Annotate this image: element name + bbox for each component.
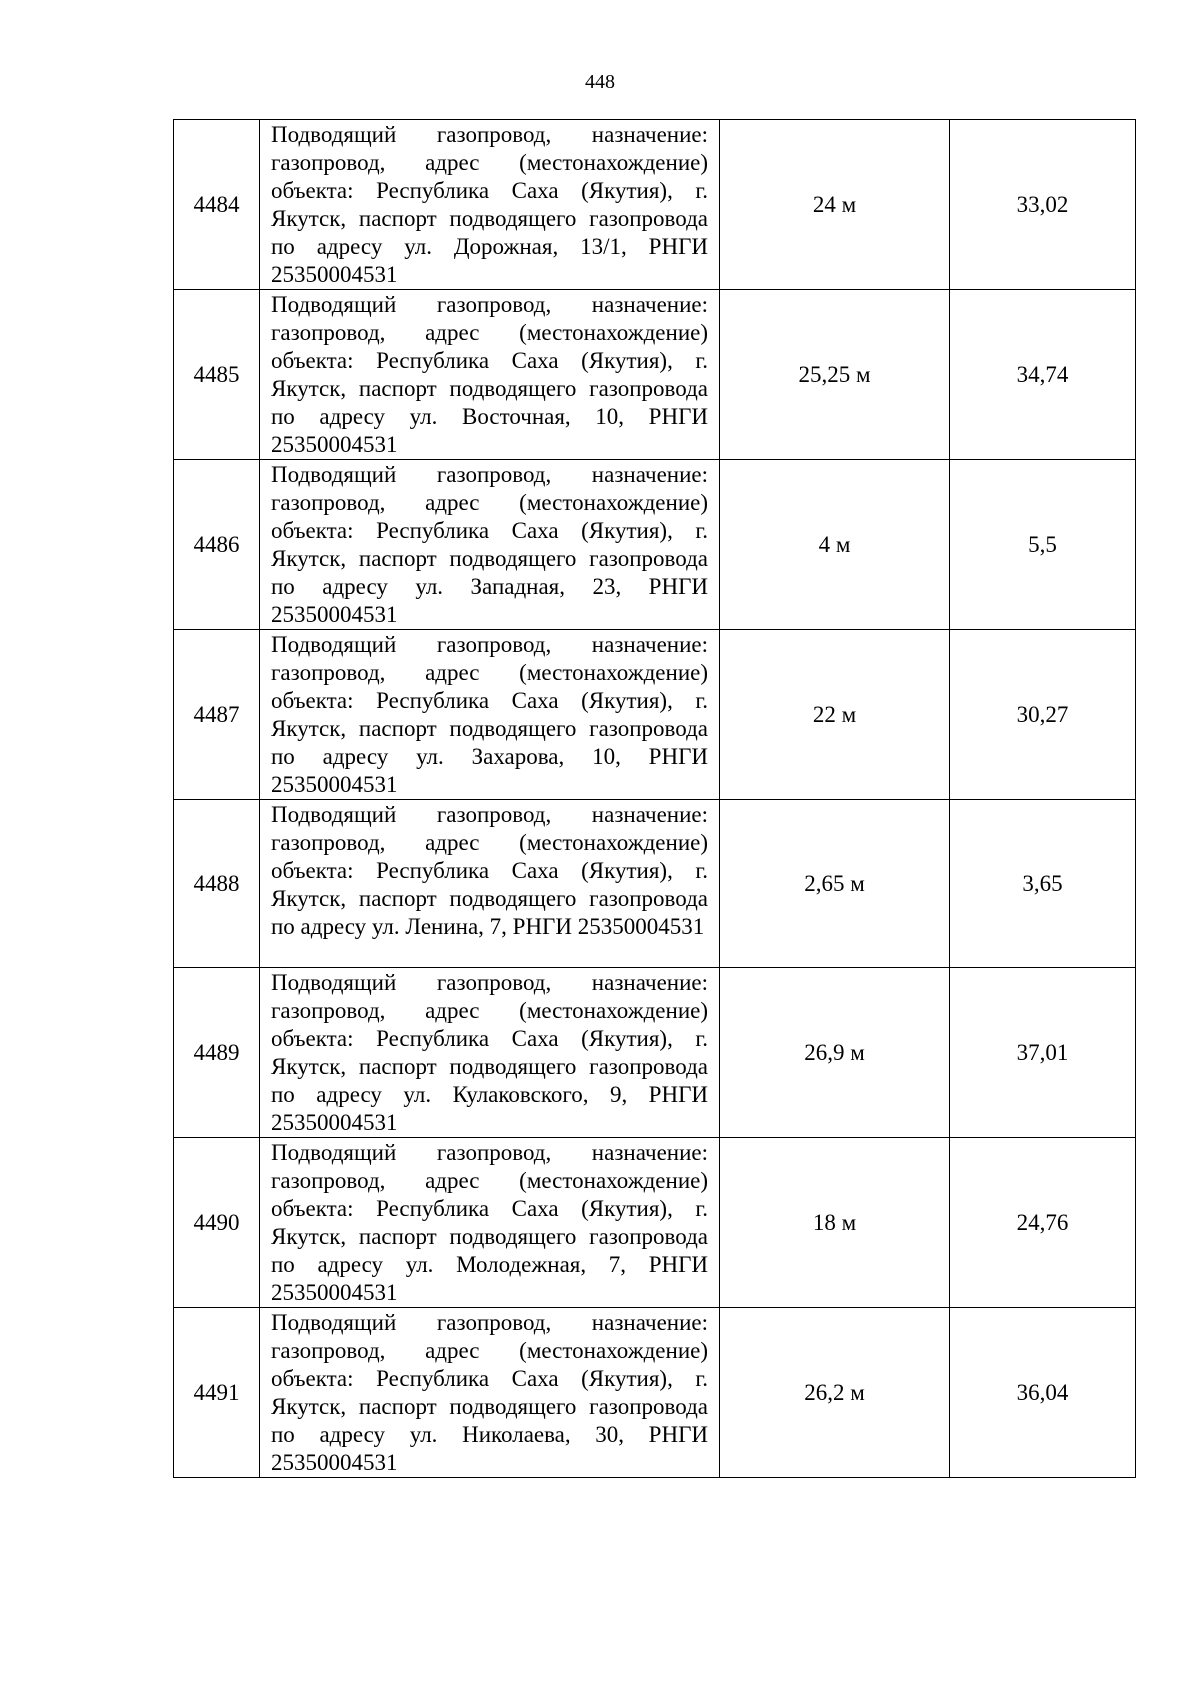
table-row <box>174 630 1136 800</box>
row-number-cell: 4487 <box>174 630 260 800</box>
table-row <box>174 120 1136 290</box>
length-cell: 2,65 м <box>720 800 950 968</box>
row-number-cell: 4489 <box>174 968 260 1138</box>
row-number-cell: 4486 <box>174 460 260 630</box>
value-cell: 37,01 <box>950 968 1136 1138</box>
description-cell: Подводящий газопровод, назначение: газопровод, адрес (местонахождение) объекта: Республика Саха (Якутия), г. Якутск, паспорт подводящего газопровода по адресу ул. Дорожная, 13/1, РНГИ 25350004531 <box>260 120 720 290</box>
description-cell: Подводящий газопровод, назначение: газопровод, адрес (местонахождение) объекта: Республика Саха (Якутия), г. Якутск, паспорт подводящего газопровода по адресу ул. Кулаковского, 9, РНГИ 25350004531 <box>260 968 720 1138</box>
description-cell: Подводящий газопровод, назначение: газопровод, адрес (местонахождение) объекта: Республика Саха (Якутия), г. Якутск, паспорт подводящего газопровода по адресу ул. Молодежная, 7, РНГИ 25350004531 <box>260 1138 720 1308</box>
registry-table <box>173 119 1136 1478</box>
value-cell: 33,02 <box>950 120 1136 290</box>
row-number-cell: 4484 <box>174 120 260 290</box>
length-cell: 18 м <box>720 1138 950 1308</box>
length-cell: 26,2 м <box>720 1308 950 1478</box>
value-cell: 34,74 <box>950 290 1136 460</box>
value-cell: 3,65 <box>950 800 1136 968</box>
length-cell: 26,9 м <box>720 968 950 1138</box>
description-cell: Подводящий газопровод, назначение: газопровод, адрес (местонахождение) объекта: Республика Саха (Якутия), г. Якутск, паспорт подводящего газопровода по адресу ул. Восточная, 10, РНГИ 25350004531 <box>260 290 720 460</box>
length-cell: 25,25 м <box>720 290 950 460</box>
table-row <box>174 968 1136 1138</box>
description-cell: Подводящий газопровод, назначение: газопровод, адрес (местонахождение) объекта: Республика Саха (Якутия), г. Якутск, паспорт подводящего газопровода по адресу ул. Николаева, 30, РНГИ 25350004531 <box>260 1308 720 1478</box>
row-number-cell: 4491 <box>174 1308 260 1478</box>
page-number: 448 <box>585 71 615 93</box>
value-cell: 30,27 <box>950 630 1136 800</box>
description-cell: Подводящий газопровод, назначение: газопровод, адрес (местонахождение) объекта: Республика Саха (Якутия), г. Якутск, паспорт подводящего газопровода по адресу ул. Ленина, 7, РНГИ 25350004531 <box>260 800 720 968</box>
row-number-cell: 4485 <box>174 290 260 460</box>
table-row <box>174 460 1136 630</box>
table-row <box>174 1308 1136 1478</box>
value-cell: 36,04 <box>950 1308 1136 1478</box>
length-cell: 24 м <box>720 120 950 290</box>
description-cell: Подводящий газопровод, назначение: газопровод, адрес (местонахождение) объекта: Республика Саха (Якутия), г. Якутск, паспорт подводящего газопровода по адресу ул. Захарова, 10, РНГИ 25350004531 <box>260 630 720 800</box>
table-row <box>174 800 1136 968</box>
length-cell: 22 м <box>720 630 950 800</box>
row-number-cell: 4490 <box>174 1138 260 1308</box>
value-cell: 5,5 <box>950 460 1136 630</box>
length-cell: 4 м <box>720 460 950 630</box>
value-cell: 24,76 <box>950 1138 1136 1308</box>
row-number-cell: 4488 <box>174 800 260 968</box>
description-cell: Подводящий газопровод, назначение: газопровод, адрес (местонахождение) объекта: Республика Саха (Якутия), г. Якутск, паспорт подводящего газопровода по адресу ул. Западная, 23, РНГИ 25350004531 <box>260 460 720 630</box>
table-row <box>174 1138 1136 1308</box>
table-row <box>174 290 1136 460</box>
